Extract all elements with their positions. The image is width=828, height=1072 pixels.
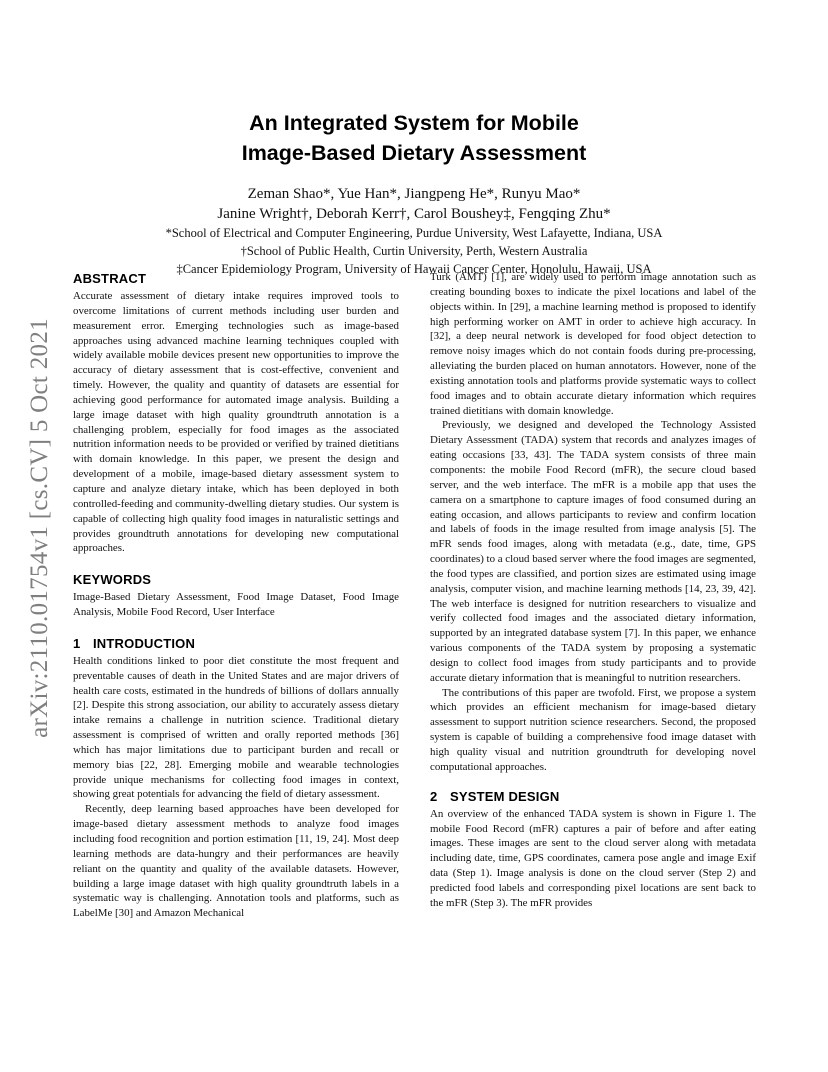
author-list — [70, 184, 758, 224]
system-design-section-number: 2 — [430, 788, 438, 804]
intro-paragraph-2: Recently, deep learning based approaches have been developed for image-based dietary assessment methods to analyze food images including food recognition and portion estimation [11, 19, 24]. Most deep learning methods are data-hungry and their performances are heavily reliant on the quantity and quality of the available datasets. However, building a large image dataset with high quality groundtruth labels in a systematic way is challenging. Annotation tools and platforms, such as LabelMe [30] and Amazon Mechanical — [73, 803, 399, 920]
title-block — [70, 108, 758, 278]
authors-line-1: Zeman Shao*, Yue Han*, Jiangpeng He*, Runyu Mao* — [247, 186, 581, 202]
left-column — [73, 270, 399, 921]
intro-heading — [73, 635, 399, 652]
intro-paragraph-3: Previously, we designed and developed the Technology Assisted Dietary Assessment (TADA) system that records and analyzes images of eating occasions [33, 43]. The TADA system consists of three main components: the mobile Food Record (mFR), the secure cloud based server, and the web interface. The mFR is a mobile app that uses the camera on a smartphone to capture images of food consumed during an eating occasion, and allows participants to review and confirm location and labels of foods in the image resulted from image analysis [5]. The mFR sends food images, along with metadata (e.g., date, time, GPS coordinates) to a cloud based server where the food images are segmented, the food types are classified, and portion sizes are estimated using image analysis, computer vision, and machine learning methods [14, 23, 39, 42]. The web interface is designed for nutrition researchers to visualize and verify collected food images and the associated dietary information, supported by an integrated database system [7]. In this paper, we enhance various components of the TADA system by proposing a systematic design to collect food images from study participants and to provide accurate dietary information that is meaningful to nutrition researchers. — [430, 419, 756, 684]
affiliation-curtin: †School of Public Health, Curtin University, Perth, Western Australia — [240, 244, 588, 258]
affiliation-purdue: *School of Electrical and Computer Engineering, Purdue University, West Lafayette, Indiana, USA — [165, 226, 663, 240]
system-design-heading — [430, 788, 756, 805]
intro-paragraph-4: The contributions of this paper are twofold. First, we propose a system which provides an efficient mechanism for image-based dietary assessment to support nutrition science researchers. Second, the proposed system is capable of building a comprehensive food image dataset with high quality visual and nutrition groundtruth for developing novel computational approaches. — [430, 686, 756, 773]
intro-paragraph-1: Health conditions linked to poor diet constitute the most frequent and preventable causes of death in the United States and are major drivers of health care costs, estimated in the hundreds of billions of dollars annually [2]. Despite this strong association, our ability to accurately assess dietary intake remains a challenge in nutrition science. Traditional dietary assessment is comprised of written and orally reported methods [36] which has major limitations due to participant burden and recall or memory bias [22, 28]. Emerging mobile and wearable technologies provide unique mechanisms for collecting food images in context, showing great potentials for advancing the field of dietary assessment. — [73, 654, 399, 801]
system-design-paragraph-1: An overview of the enhanced TADA system is shown in Figure 1. The mobile Food Record (mFR) captures a pair of before and after eating images. These images are sent to the cloud server along with metadata including date, time, GPS coordinates, camera pose angle and image Exif data (Step 1). Image analysis is done on the cloud server (Step 2) and predicted food labels and corresponding pixel locations are sent back to the mFR (Step 3). The mFR provides — [430, 807, 756, 909]
arxiv-identifier-text: arXiv:2110.01754v1 [cs.CV] 5 Oct 2021 — [26, 317, 53, 738]
abstract-text: Accurate assessment of dietary intake requires improved tools to overcome limitations of current methods including user burden and measurement error. Emerging technologies such as image-based approaches using advanced machine learning techniques coupled with widely available mobile devices present new opportunities to improve the accuracy of dietary assessment that is cost-effective, convenient and timely. However, the quality and quantity of datasets are essential for achieving good performance for automated image analysis. Building a large image dataset with high quality groundtruth annotation is a challenging problem, especially for food images as the associated nutrition information needs to be provided or verified by trained dietitians with domain knowledge. In this paper, we present the design and development of a mobile, image-based dietary assessment system to capture and analyze dietary intake, which has been deployed in both controlled-feeding and community-dwelling dietary studies. Our system is capable of collecting high quality food images in naturalistic settings and provides groundtruth annotations for developing new computational approaches. — [73, 290, 399, 555]
keywords-heading: KEYWORDS — [73, 572, 152, 588]
paper-title-line-2: Image-Based Dietary Assessment — [241, 141, 587, 165]
paper-title — [70, 108, 758, 168]
paper-title-line-1: An Integrated System for Mobile — [249, 111, 579, 135]
abstract-heading: ABSTRACT — [73, 271, 147, 286]
right-column — [430, 270, 756, 911]
keywords-text: Image-Based Dietary Assessment, Food Image Dataset, Food Image Analysis, Mobile Food Record, User Interface — [73, 591, 399, 619]
intro-section-title: INTRODUCTION — [93, 635, 196, 651]
intro-paragraph-2-continued: Turk (AMT) [1], are widely used to perform image annotation such as creating bounding boxes to indicate the pixel locations and label of the objects within. In [29], a machine learning method is proposed to identify high performing worker on AMT in order to achieve high accuracy. In [32], a deep neural network is developed for food object detection to remove noisy images which do not contain foods during pre-processing, alleviating the burden placed on human annotators. However, none of the existing annotation tools and platforms provide systematic ways to collect food images and to obtain accurate dietary information which requires trained dietitians with domain knowledge. — [430, 271, 756, 417]
arxiv-identifier-stamp — [18, 295, 62, 760]
authors-line-2: Janine Wright†, Deborah Kerr†, Carol Boushey‡, Fengqing Zhu* — [217, 206, 611, 222]
system-design-section-title: SYSTEM DESIGN — [450, 788, 560, 804]
intro-section-number: 1 — [73, 635, 81, 651]
affiliation-hawaii: ‡Cancer Epidemiology Program, University of Hawaii Cancer Center, Honolulu, Hawaii, USA — [176, 262, 652, 276]
